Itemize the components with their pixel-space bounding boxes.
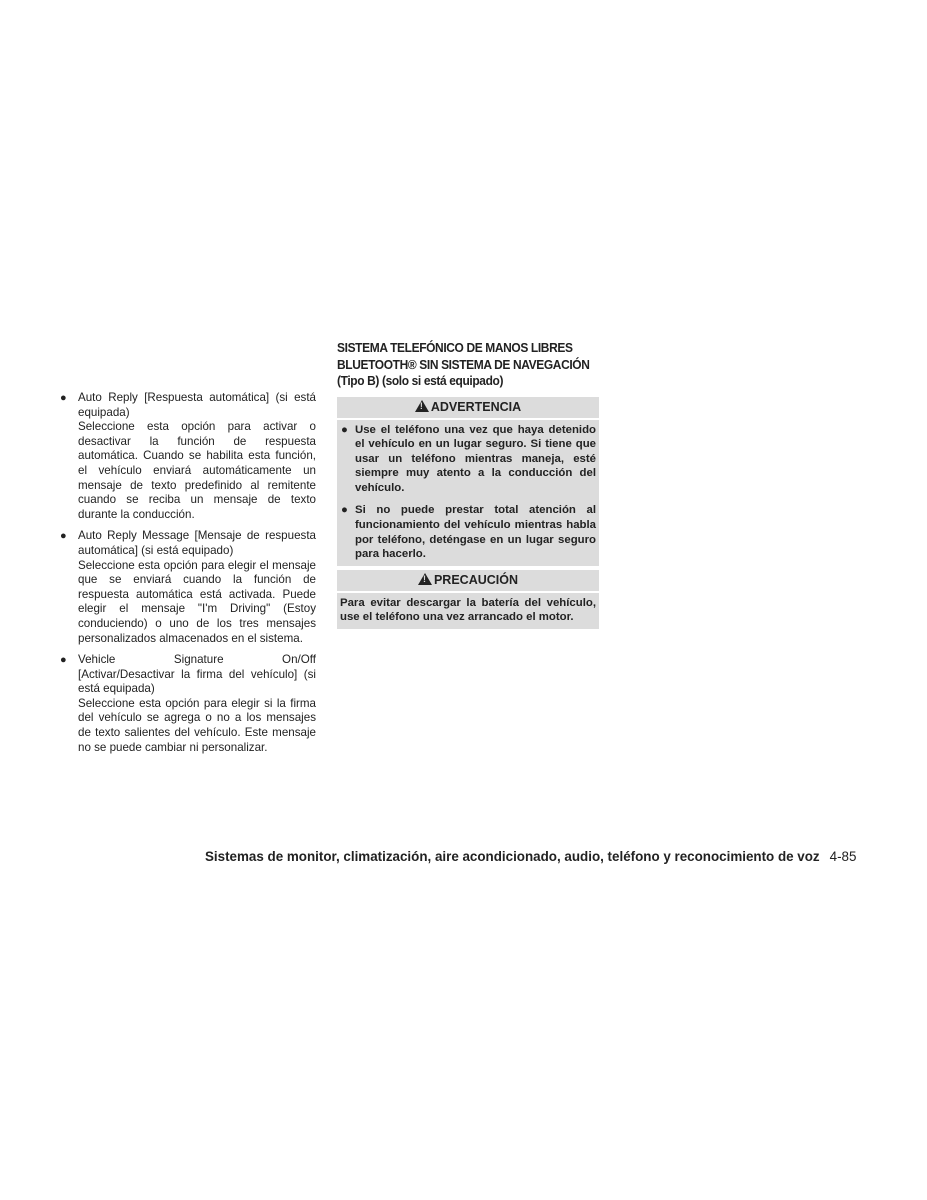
page-footer [205,849,856,864]
bullet-dot-icon: ● [341,423,348,436]
right-column [337,340,599,629]
warning-box [337,397,599,566]
bullet-dot-icon: ● [341,504,348,517]
item-title: Auto Reply [Respuesta automática] (si está equipada) [78,391,316,419]
bullet-dot-icon: ● [60,654,67,667]
section-title-line3: (Tipo B) (solo si está equipado) [337,373,504,388]
item-title-line1: Vehicle Signature On/Off [78,653,316,667]
item-title: Auto Reply Message [Mensaje de respuesta automática] (si está equipado) [78,529,316,557]
list-item-auto-reply [60,391,316,522]
section-title-line1: SISTEMA TELEFÓNICO DE MANOS LIBRES [337,340,573,355]
warning-item-text: Si no puede prestar total atención al funcionamiento del vehículo mientras habla por teléfono, deténgase en un lugar seguro para hacerlo. [355,504,596,561]
warning-item [340,503,596,561]
left-column [60,391,316,762]
warning-item-text: Use el teléfono una vez que haya detenido el vehículo en un lugar seguro. Si tiene que usar un teléfono mientras maneja, esté siempre muy atento a la conducción del vehículo. [355,423,596,494]
section-title [337,340,599,390]
warning-label: ADVERTENCIA [430,399,522,414]
caution-box [337,570,599,629]
section-title-line2: BLUETOOTH® SIN SISTEMA DE NAVEGACIÓN [337,356,590,372]
item-body: Seleccione esta opción para elegir el mensaje que se enviará cuando la función de respuesta automática está activada. Puede elegir el mensaje "I'm Driving" (Estoy conduciendo) o uno de los tres mensajes personalizados almacenados en el sistema. [78,558,316,645]
footer-title: Sistemas de monitor, climatización, aire acondicionado, audio, teléfono y reconocimiento de voz [205,849,820,864]
warning-body [337,420,599,566]
item-body: Seleccione esta opción para elegir si la firma del vehículo se agrega o no a los mensajes de texto salientes del vehículo. Este mensaje no se puede cambiar ni personalizar. [78,696,316,754]
caution-label: PRECAUCIÓN [433,572,519,587]
bullet-dot-icon: ● [60,392,67,404]
warning-triangle-icon [415,400,429,412]
item-body: Seleccione esta opción para activar o desactivar la función de respuesta automática. Cuando se habilita esta función, el vehículo enviará automáticamente un mensaje de texto predefinido al remitente cuando se reciba un mensaje de texto durante la conducción. [78,420,316,521]
item-title-rest: [Activar/Desactivar la firma del vehículo] (si está equipada) [78,667,316,696]
caution-header [337,570,599,593]
warning-triangle-icon [418,573,432,585]
list-item-vehicle-signature [60,653,316,755]
caution-body [337,593,599,629]
warning-item [340,423,596,496]
warning-header [337,397,599,420]
caution-text: Para evitar descargar la batería del vehículo, use el teléfono una vez arrancado el motor. [340,596,596,624]
bullet-dot-icon: ● [60,530,67,543]
list-item-auto-reply-message [60,529,316,646]
page-number: 4-85 [829,849,857,864]
